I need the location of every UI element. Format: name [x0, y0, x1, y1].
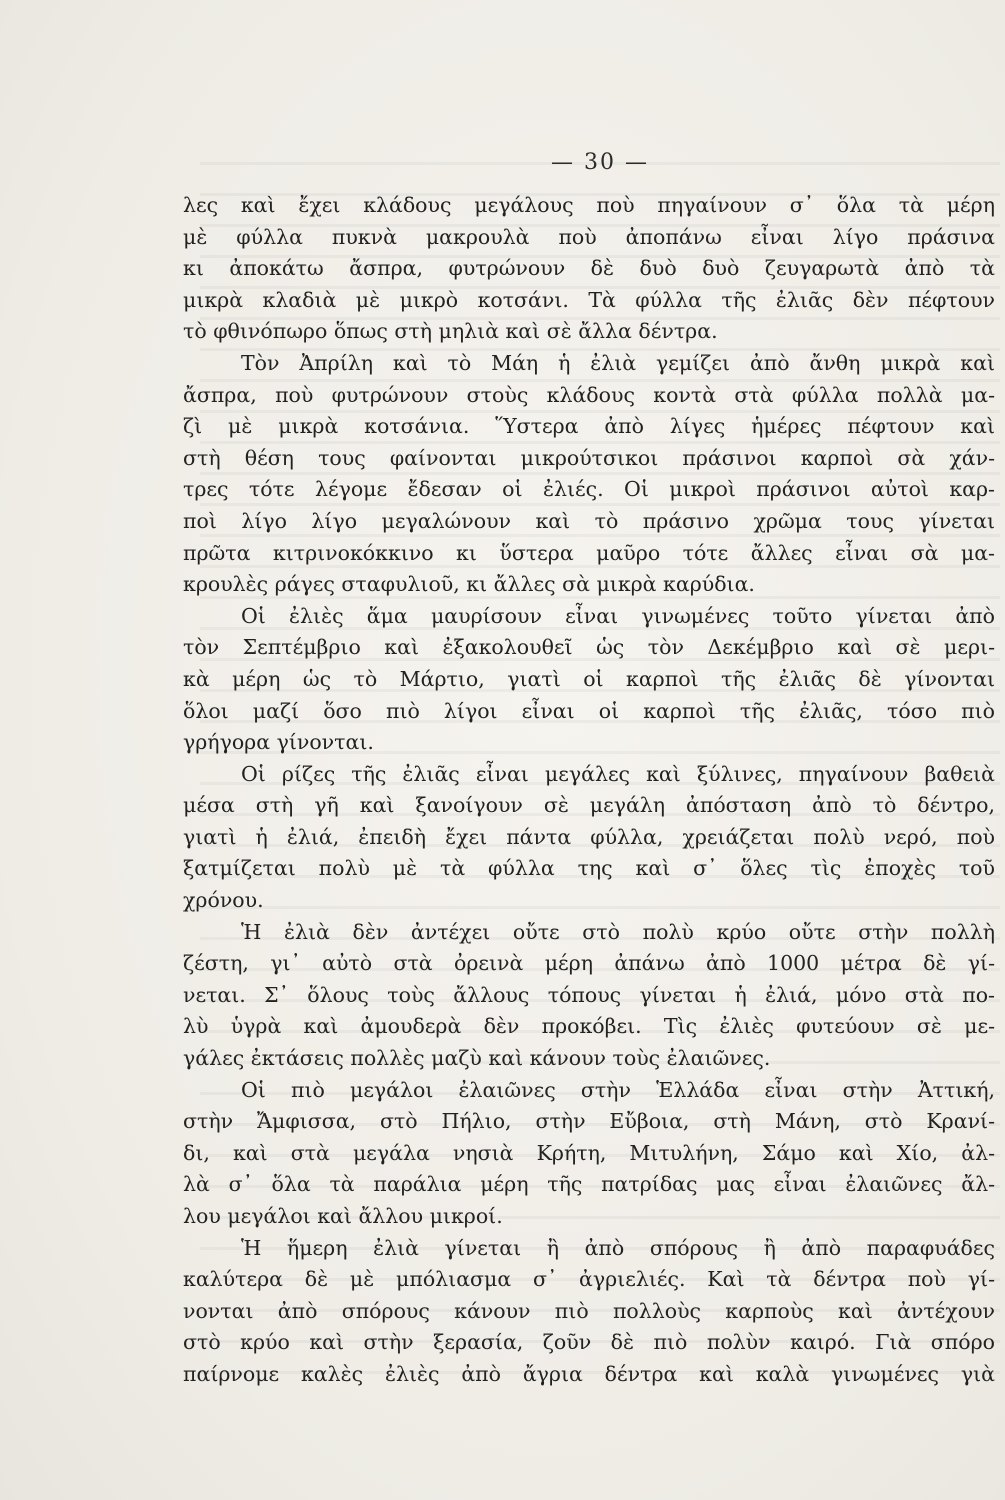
- text-line: τρες τότε λέγομε ἔδεσαν οἱ ἐλιές. Οἱ μικροὶ πράσινοι αὐτοὶ καρ-: [183, 477, 995, 502]
- text-line: λες καὶ ἔχει κλάδους μεγάλους ποὺ πηγαίνουν σ᾿ ὅλα τὰ μέρη: [183, 193, 995, 217]
- text-line: ζέστη, γι᾿ αὐτὸ στὰ ὀρεινὰ μέρη ἀπάνω ἀπὸ 1000 μέτρα δὲ γί-: [183, 951, 995, 976]
- text-line: Τὸν Ἀπρίλη καὶ τὸ Μάη ἡ ἐλιὰ γεμίζει ἀπὸ ἄνθη μικρὰ καὶ: [241, 350, 995, 375]
- text-line: ἄσπρα, ποὺ φυτρώνουν στοὺς κλάδους κοντὰ στὰ φύλλα πολλὰ μα-: [183, 382, 995, 407]
- text-line: Οἱ ἐλιὲς ἅμα μαυρίσουν εἶναι γινωμένες τοῦτο γίνεται ἀπὸ: [241, 603, 995, 628]
- text-line: κι ἀποκάτω ἄσπρα, φυτρώνουν δὲ δυὸ δυὸ ζευγαρωτὰ ἀπὸ τὰ: [183, 256, 995, 281]
- text-line: νεται. Σ᾿ ὅλους τοὺς ἄλλους τόπους γίνεται ἡ ἐλιά, μόνο στὰ πο-: [183, 982, 995, 1007]
- text-line: γρήγορα γίνονται.: [183, 730, 374, 755]
- text-line: μικρὰ κλαδιὰ μὲ μικρὸ κοτσάνι. Τὰ φύλλα τῆς ἐλιᾶς δὲν πέφτουν: [183, 287, 995, 312]
- text-line: λὺ ὑγρὰ καὶ ἀμουδερὰ δὲν προκόβει. Τὶς ἐλιὲς φυτεύουν σὲ με-: [183, 1014, 995, 1039]
- text-line: στὴν Ἄμφισσα, στὸ Πήλιο, στὴν Εὔβοια, στὴ Μάνη, στὸ Κρανί-: [183, 1109, 995, 1134]
- text-line: καλύτερα δὲ μὲ μπόλιασμα σ᾿ ἀγριελιές. Καὶ τὰ δέντρα ποὺ γί-: [183, 1267, 995, 1292]
- text-line: χρόνου.: [183, 888, 264, 913]
- text-line: τὸ φθινόπωρο ὅπως στὴ μηλιὰ καὶ σὲ ἄλλα δέντρα.: [183, 319, 718, 344]
- text-line: στὸ κρύο καὶ στὴν ξερασία, ζοῦν δὲ πιὸ πολὺν καιρό. Γιὰ σπόρο: [183, 1330, 995, 1355]
- text-line: γιατὶ ἡ ἐλιά, ἐπειδὴ ἔχει πάντα φύλλα, χρειάζεται πολὺ νερό, ποὺ: [183, 824, 995, 849]
- text-line: Ἡ ἥμερη ἐλιὰ γίνεται ἢ ἀπὸ σπόρους ἢ ἀπὸ παραφυάδες: [241, 1235, 995, 1260]
- text-line: λὰ σ᾿ ὅλα τὰ παράλια μέρη τῆς πατρίδας μας εἶναι ἐλαιῶνες ἄλ-: [183, 1172, 995, 1197]
- text-line: ὅλοι μαζί ὅσο πιὸ λίγοι εἶναι οἱ καρποὶ τῆς ἐλιᾶς, τόσο πιὸ: [183, 698, 995, 723]
- text-line: δι, καὶ στὰ μεγάλα νησιὰ Κρήτη, Μιτυλήνη, Σάμο καὶ Χίο, ἀλ-: [183, 1140, 995, 1165]
- text-line: τὸν Σεπτέμβριο καὶ ἐξακολουθεῖ ὡς τὸν Δεκέμβριο καὶ σὲ μερι-: [183, 635, 995, 660]
- text-line: μέσα στὴ γῆ καὶ ξανοίγουν σὲ μεγάλη ἀπόσταση ἀπὸ τὸ δέντρο,: [183, 793, 995, 818]
- text-line: Οἱ πιὸ μεγάλοι ἐλαιῶνες στὴν Ἑλλάδα εἶναι στὴν Ἀττική,: [241, 1077, 995, 1102]
- text-line: λου μεγάλοι καὶ ἄλλου μικροί.: [183, 1204, 503, 1228]
- text-line: παίρνομε καλὲς ἐλιὲς ἀπὸ ἄγρια δέντρα καὶ καλὰ γινωμένες γιὰ: [183, 1361, 995, 1386]
- text-line: γάλες ἐκτάσεις πολλὲς μαζὺ καὶ κάνουν τοὺς ἐλαιῶνες.: [183, 1046, 771, 1071]
- body-text: [183, 190, 995, 1391]
- page-number: — 30 —: [551, 150, 649, 175]
- text-line: νονται ἀπὸ σπόρους κάνουν πιὸ πολλοὺς καρποὺς καὶ ἀντέχουν: [183, 1298, 995, 1323]
- text-line: ζὶ μὲ μικρὰ κοτσάνια. Ὕστερα ἀπὸ λίγες ἡμέρες πέφτουν καὶ: [183, 414, 995, 439]
- text-line: ποὶ λίγο λίγο μεγαλώνουν καὶ τὸ πράσινο χρῶμα τους γίνεται: [183, 508, 995, 533]
- text-line: Ἡ ἐλιὰ δὲν ἀντέχει οὔτε στὸ πολὺ κρύο οὔτε στὴν πολλὴ: [241, 919, 995, 944]
- text-line: Οἱ ρίζες τῆς ἐλιᾶς εἶναι μεγάλες καὶ ξύλινες, πηγαίνουν βαθειὰ: [241, 761, 995, 786]
- text-line: πρῶτα κιτρινοκόκκινο κι ὕστερα μαῦρο τότε ἄλλες εἶναι σὰ μα-: [183, 540, 995, 565]
- text-line: στὴ θέση τους φαίνονται μικρούτσικοι πράσινοι καρποὶ σὰ χάν-: [183, 445, 995, 470]
- text-line: μὲ φύλλα πυκνὰ μακρουλὰ ποὺ ἀποπάνω εἶναι λίγο πράσινα: [183, 224, 995, 249]
- text-line: κρουλὲς ράγες σταφυλιοῦ, κι ἄλλες σὰ μικρὰ καρύδια.: [183, 572, 755, 597]
- text-line: ξατμίζεται πολὺ μὲ τὰ φύλλα της καὶ σ᾿ ὅλες τὶς ἐποχὲς τοῦ: [183, 856, 995, 881]
- text-line: κὰ μέρη ὡς τὸ Μάρτιο, γιατὶ οἱ καρποὶ τῆς ἐλιᾶς δὲ γίνονται: [183, 666, 995, 691]
